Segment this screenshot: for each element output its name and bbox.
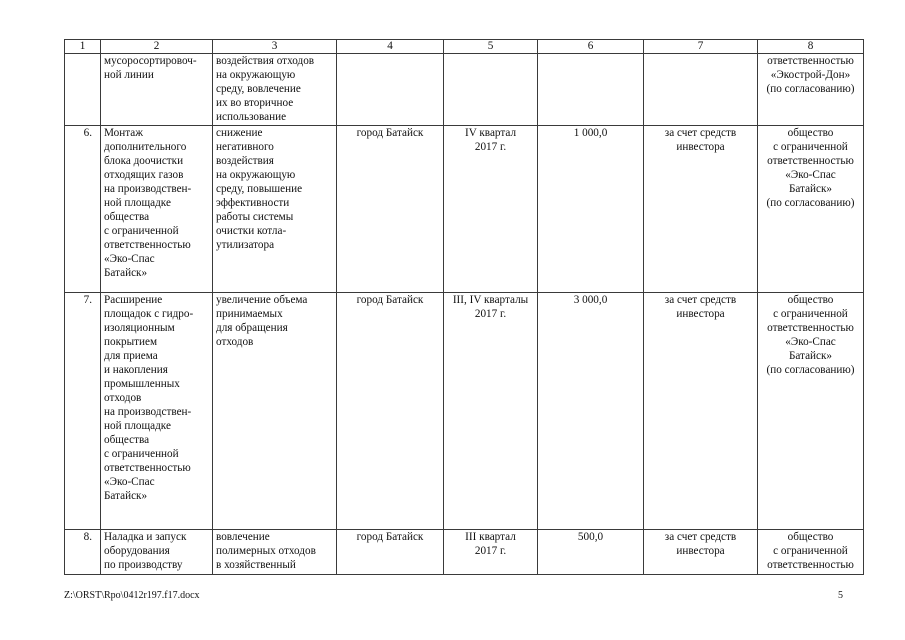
measure-term: III квартал 2017 г. (444, 530, 538, 575)
measure-name: Расширение площадок с гидро- изоляционным покрытием для приема и накопления промышленных отходов на производствен- ной площадке общества с ограниченной ответственностью «Эко-Спас Батайск» (101, 293, 213, 530)
column-number: 5 (444, 40, 538, 54)
measure-name: Монтаж дополнительного блока доочистки отходящих газов на производствен- ной площадке общества с ограниченной ответственностью «Эко-Спас Батайск» (101, 126, 213, 293)
column-number: 4 (337, 40, 444, 54)
measure-amount: 1 000,0 (538, 126, 644, 293)
column-number: 1 (65, 40, 101, 54)
measure-goal: увеличение объема принимаемых для обращения отходов (213, 293, 337, 530)
column-number: 8 (758, 40, 864, 54)
measure-executor: общество с ограниченной ответственностью «Эко-Спас Батайск» (по согласованию) (758, 293, 864, 530)
measure-executor: общество с ограниченной ответственностью (758, 530, 864, 575)
measures-table (64, 39, 864, 575)
column-number: 2 (101, 40, 213, 54)
table-row (65, 293, 864, 530)
measure-executor: ответственностью «Экострой-Дон» (по согласованию) (758, 54, 864, 126)
column-number-row (65, 40, 864, 54)
measure-goal: снижение негативного воздействия на окружающую среду, повышение эффективности работы системы очистки котла- утилизатора (213, 126, 337, 293)
page-number: 5 (838, 590, 843, 601)
row-number: 8. (65, 530, 101, 575)
measure-goal: вовлечение полимерных отходов в хозяйственный (213, 530, 337, 575)
document-file-path: Z:\ORST\Rpo\0412r197.f17.docx (64, 590, 200, 601)
table-row (65, 530, 864, 575)
row-number: 6. (65, 126, 101, 293)
funding-source: за счет средств инвестора (644, 126, 758, 293)
measure-term (444, 54, 538, 126)
measure-amount: 3 000,0 (538, 293, 644, 530)
measure-amount: 500,0 (538, 530, 644, 575)
column-number: 3 (213, 40, 337, 54)
column-number: 7 (644, 40, 758, 54)
measure-term: III, IV кварталы 2017 г. (444, 293, 538, 530)
measure-amount (538, 54, 644, 126)
row-number: 7. (65, 293, 101, 530)
measure-executor: общество с ограниченной ответственностью «Эко-Спас Батайск» (по согласованию) (758, 126, 864, 293)
funding-source (644, 54, 758, 126)
column-number: 6 (538, 40, 644, 54)
row-number (65, 54, 101, 126)
funding-source: за счет средств инвестора (644, 293, 758, 530)
table-row (65, 126, 864, 293)
measure-term: IV квартал 2017 г. (444, 126, 538, 293)
funding-source: за счет средств инвестора (644, 530, 758, 575)
measure-name: Наладка и запуск оборудования по производству (101, 530, 213, 575)
measure-name: мусоросортировоч- ной линии (101, 54, 213, 126)
measure-place: город Батайск (337, 126, 444, 293)
measure-place: город Батайск (337, 530, 444, 575)
measure-place: город Батайск (337, 293, 444, 530)
measure-place (337, 54, 444, 126)
measure-goal: воздействия отходов на окружающую среду, вовлечение их во вторичное использование (213, 54, 337, 126)
table-row (65, 54, 864, 126)
